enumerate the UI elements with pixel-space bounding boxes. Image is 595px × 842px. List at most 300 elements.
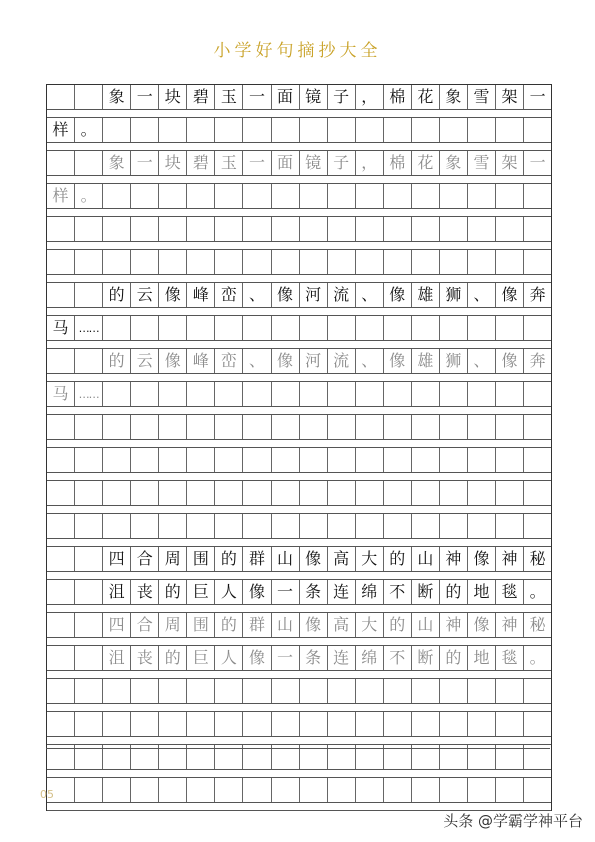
grid-cell: 毯 — [496, 580, 524, 604]
grid-cell: 子 — [328, 85, 356, 109]
grid-cell — [47, 580, 75, 604]
grid-cell — [468, 250, 496, 274]
grid-cell — [243, 679, 271, 703]
grid-cell — [47, 217, 75, 241]
grid-cell — [243, 481, 271, 505]
grid-cell: 流 — [328, 349, 356, 373]
grid-cell — [272, 382, 300, 406]
grid-cell — [412, 316, 440, 340]
grid-cell — [187, 184, 215, 208]
grid-cell: 。 — [529, 582, 546, 601]
grid-cell — [159, 481, 187, 505]
grid-cell: 象 — [440, 151, 468, 175]
grid-cell: 碧 — [187, 151, 215, 175]
grid-cell — [356, 679, 384, 703]
grid-cell — [103, 712, 131, 736]
grid-cell — [47, 514, 75, 538]
grid-cell — [215, 415, 243, 439]
grid-cell — [131, 316, 159, 340]
grid-cell — [524, 514, 551, 538]
grid-cell: 架 — [496, 85, 524, 109]
grid-cell: 云 — [131, 283, 159, 307]
page-title: 小学好句摘抄大全 — [213, 41, 382, 61]
grid-cell — [440, 712, 468, 736]
grid-cell: 像 — [300, 547, 328, 571]
grid-cell: 的 — [215, 613, 243, 637]
grid-cell — [159, 712, 187, 736]
grid-cell — [468, 415, 496, 439]
grid-row — [47, 547, 551, 572]
grid-cell — [131, 184, 159, 208]
grid-cell — [103, 382, 131, 406]
grid-cell: 的 — [384, 613, 412, 637]
grid-cell: 大 — [356, 613, 384, 637]
grid-row — [47, 481, 551, 506]
grid-cell — [75, 448, 103, 472]
grid-cell: 像 — [272, 283, 300, 307]
grid-cell: 条 — [300, 580, 328, 604]
grid-cell: 、 — [468, 349, 496, 373]
grid-cell — [356, 316, 384, 340]
grid-cell — [328, 448, 356, 472]
grid-cell: 玉 — [215, 151, 243, 175]
grid-cell — [440, 514, 468, 538]
grid-cell: 、 — [356, 349, 384, 373]
grid-cell — [75, 613, 103, 637]
grid-cell — [524, 382, 551, 406]
grid-cell — [384, 250, 412, 274]
grid-cell — [103, 184, 131, 208]
grid-cell — [468, 778, 496, 802]
grid-cell — [496, 415, 524, 439]
grid-cell: 一 — [272, 646, 300, 670]
grid-cell: 一 — [243, 85, 271, 109]
grid-cell — [440, 415, 468, 439]
grid-row — [47, 679, 551, 704]
grid-cell — [47, 481, 75, 505]
grid-cell — [47, 349, 75, 373]
grid-cell — [468, 481, 496, 505]
grid-cell: 面 — [272, 151, 300, 175]
grid-cell — [356, 514, 384, 538]
grid-cell: 地 — [468, 580, 496, 604]
grid-cell: 象 — [103, 85, 131, 109]
grid-cell — [468, 316, 496, 340]
grid-cell — [272, 448, 300, 472]
grid-cell: 花 — [412, 151, 440, 175]
grid-cell — [103, 217, 131, 241]
grid-cell — [47, 712, 75, 736]
grid-cell: 河 — [300, 283, 328, 307]
grid-cell — [47, 613, 75, 637]
grid-cell: 像 — [468, 547, 496, 571]
grid-cell — [243, 514, 271, 538]
grid-cell — [412, 415, 440, 439]
grid-cell — [524, 448, 551, 472]
grid-cell: 玉 — [215, 85, 243, 109]
grid-cell — [75, 217, 103, 241]
grid-cell: 不 — [384, 580, 412, 604]
grid-cell — [215, 118, 243, 142]
grid-cell: 狮 — [440, 349, 468, 373]
grid-cell — [272, 514, 300, 538]
grid-cell: 围 — [187, 613, 215, 637]
grid-cell: 雪 — [468, 85, 496, 109]
grid-cell: 、 — [356, 283, 384, 307]
grid-cell: 峰 — [187, 283, 215, 307]
grid-cell — [187, 679, 215, 703]
grid-cell — [272, 316, 300, 340]
grid-cell — [187, 514, 215, 538]
grid-cell: 雄 — [412, 283, 440, 307]
grid-row — [47, 118, 551, 143]
grid-cell — [300, 712, 328, 736]
grid-cell: 像 — [159, 283, 187, 307]
grid-row — [47, 283, 551, 308]
grid-cell — [412, 679, 440, 703]
grid-cell: 像 — [496, 283, 524, 307]
grid-cell — [103, 415, 131, 439]
grid-cell — [187, 217, 215, 241]
grid-cell — [75, 712, 103, 736]
grid-cell — [103, 448, 131, 472]
grid-cell — [243, 250, 271, 274]
grid-cell — [496, 481, 524, 505]
grid-cell: 峦 — [215, 349, 243, 373]
grid-cell: 周 — [159, 547, 187, 571]
grid-cell: 雄 — [412, 349, 440, 373]
grid-cell: 地 — [468, 646, 496, 670]
grid-row — [47, 250, 551, 275]
grid-cell: 四 — [103, 613, 131, 637]
grid-cell: 一 — [131, 151, 159, 175]
grid-cell: 像 — [468, 613, 496, 637]
grid-cell — [187, 382, 215, 406]
grid-row — [47, 613, 551, 638]
grid-cell: 河 — [300, 349, 328, 373]
grid-cell — [272, 415, 300, 439]
grid-cell — [356, 217, 384, 241]
grid-cell — [47, 415, 75, 439]
grid-cell: 合 — [131, 613, 159, 637]
grid-cell — [496, 184, 524, 208]
writing-grid — [46, 84, 552, 811]
grid-cell: 像 — [384, 283, 412, 307]
grid-cell: 像 — [272, 349, 300, 373]
grid-cell: 镜 — [300, 151, 328, 175]
grid-cell — [75, 778, 103, 802]
grid-cell: 连 — [328, 580, 356, 604]
grid-cell — [384, 448, 412, 472]
grid-cell: 山 — [272, 613, 300, 637]
grid-row — [47, 151, 551, 176]
grid-cell: 条 — [300, 646, 328, 670]
grid-cell — [103, 514, 131, 538]
grid-cell — [272, 118, 300, 142]
grid-cell — [103, 118, 131, 142]
grid-cell: 断 — [412, 646, 440, 670]
grid-cell — [75, 679, 103, 703]
grid-cell — [356, 415, 384, 439]
grid-cell: 子 — [328, 151, 356, 175]
grid-cell: 奔 — [529, 351, 546, 370]
grid-cell — [496, 250, 524, 274]
grid-cell: 、 — [468, 283, 496, 307]
grid-cell — [300, 118, 328, 142]
grid-cell: 狮 — [440, 283, 468, 307]
grid-cell: 像 — [496, 349, 524, 373]
grid-cell — [384, 217, 412, 241]
grid-cell — [75, 580, 103, 604]
grid-cell: 一 — [529, 153, 546, 172]
grid-row — [47, 85, 551, 110]
grid-cell: 人 — [215, 646, 243, 670]
grid-cell — [103, 481, 131, 505]
grid-cell: 马 — [47, 382, 75, 406]
grid-cell: 峰 — [187, 349, 215, 373]
grid-cell — [440, 184, 468, 208]
grid-cell — [328, 217, 356, 241]
grid-cell — [384, 415, 412, 439]
grid-cell — [496, 712, 524, 736]
grid-cell — [524, 712, 551, 736]
grid-cell — [496, 514, 524, 538]
grid-cell: 的 — [215, 547, 243, 571]
grid-cell — [215, 679, 243, 703]
grid-cell: 。 — [75, 184, 103, 208]
grid-cell: 的 — [159, 646, 187, 670]
grid-cell — [300, 514, 328, 538]
grid-cell — [75, 415, 103, 439]
grid-cell — [103, 778, 131, 802]
grid-cell — [75, 283, 103, 307]
grid-row — [47, 382, 551, 407]
grid-cell — [215, 382, 243, 406]
grid-cell — [440, 250, 468, 274]
grid-cell — [328, 415, 356, 439]
grid-cell — [159, 514, 187, 538]
grid-cell: 峦 — [215, 283, 243, 307]
grid-cell — [131, 514, 159, 538]
grid-cell — [384, 778, 412, 802]
grid-cell — [131, 217, 159, 241]
grid-cell — [468, 448, 496, 472]
grid-cell: 。 — [75, 118, 103, 142]
grid-cell: 碧 — [187, 85, 215, 109]
grid-cell — [468, 712, 496, 736]
grid-cell: 绵 — [356, 580, 384, 604]
grid-cell — [215, 250, 243, 274]
grid-cell — [187, 415, 215, 439]
grid-cell: 沮 — [103, 580, 131, 604]
grid-cell — [47, 679, 75, 703]
grid-row — [47, 778, 551, 803]
bottom-rule — [46, 748, 550, 749]
grid-cell: 镜 — [300, 85, 328, 109]
grid-cell — [75, 85, 103, 109]
grid-cell — [47, 448, 75, 472]
grid-cell — [412, 514, 440, 538]
grid-cell — [159, 316, 187, 340]
grid-cell: 象 — [103, 151, 131, 175]
grid-cell — [243, 316, 271, 340]
grid-cell — [131, 778, 159, 802]
grid-cell: 云 — [131, 349, 159, 373]
grid-cell — [328, 514, 356, 538]
grid-cell — [356, 250, 384, 274]
grid-cell — [468, 679, 496, 703]
grid-cell — [215, 514, 243, 538]
grid-cell — [187, 316, 215, 340]
grid-cell: 山 — [272, 547, 300, 571]
grid-cell: 面 — [272, 85, 300, 109]
grid-cell — [243, 118, 271, 142]
grid-cell — [159, 382, 187, 406]
grid-cell — [300, 382, 328, 406]
grid-cell — [468, 217, 496, 241]
grid-cell: 神 — [496, 547, 524, 571]
grid-cell — [524, 679, 551, 703]
grid-cell: 流 — [328, 283, 356, 307]
grid-cell — [524, 481, 551, 505]
grid-cell — [412, 481, 440, 505]
grid-cell: 山 — [412, 613, 440, 637]
grid-cell — [524, 250, 551, 274]
grid-cell — [356, 382, 384, 406]
grid-cell — [300, 184, 328, 208]
grid-cell — [47, 151, 75, 175]
grid-cell — [328, 250, 356, 274]
grid-cell — [300, 250, 328, 274]
grid-cell: 的 — [103, 349, 131, 373]
grid-cell: 围 — [187, 547, 215, 571]
grid-cell: 四 — [103, 547, 131, 571]
grid-cell — [272, 481, 300, 505]
grid-cell — [468, 184, 496, 208]
grid-cell — [159, 118, 187, 142]
grid-cell — [328, 712, 356, 736]
grid-cell: 绵 — [356, 646, 384, 670]
grid-cell — [496, 778, 524, 802]
grid-cell — [159, 250, 187, 274]
grid-cell — [103, 679, 131, 703]
grid-cell — [272, 778, 300, 802]
grid-cell — [412, 712, 440, 736]
grid-cell — [215, 481, 243, 505]
grid-cell: 、 — [243, 283, 271, 307]
grid-cell — [300, 778, 328, 802]
grid-cell: 奔 — [529, 285, 546, 304]
grid-cell — [496, 118, 524, 142]
grid-cell — [47, 283, 75, 307]
grid-cell: 神 — [496, 613, 524, 637]
grid-cell — [75, 547, 103, 571]
grid-cell: ， — [356, 85, 384, 109]
grid-cell: …… — [75, 316, 103, 340]
grid-row — [47, 316, 551, 341]
grid-cell — [468, 118, 496, 142]
grid-cell: 马 — [47, 316, 75, 340]
grid-cell — [131, 712, 159, 736]
grid-cell — [524, 778, 551, 802]
grid-cell: 神 — [440, 547, 468, 571]
grid-cell: 的 — [384, 547, 412, 571]
grid-cell — [75, 250, 103, 274]
grid-row — [47, 580, 551, 605]
grid-cell: …… — [75, 382, 103, 406]
grid-cell — [356, 448, 384, 472]
grid-cell: 块 — [159, 85, 187, 109]
grid-cell — [187, 712, 215, 736]
grid-cell — [300, 415, 328, 439]
grid-cell — [272, 217, 300, 241]
grid-cell — [215, 778, 243, 802]
grid-cell — [412, 250, 440, 274]
grid-cell — [187, 778, 215, 802]
grid-cell — [384, 712, 412, 736]
grid-cell: 像 — [300, 613, 328, 637]
grid-cell — [524, 415, 551, 439]
grid-cell — [440, 118, 468, 142]
grid-row — [47, 712, 551, 737]
grid-cell — [328, 481, 356, 505]
grid-cell — [75, 646, 103, 670]
grid-cell — [384, 382, 412, 406]
grid-cell — [384, 184, 412, 208]
grid-cell — [300, 448, 328, 472]
grid-row — [47, 349, 551, 374]
grid-cell — [272, 250, 300, 274]
grid-cell — [75, 514, 103, 538]
grid-cell: 的 — [440, 580, 468, 604]
grid-cell: 样 — [47, 184, 75, 208]
grid-cell — [384, 679, 412, 703]
grid-cell — [103, 316, 131, 340]
grid-cell — [300, 217, 328, 241]
grid-cell: 秘 — [529, 549, 546, 568]
grid-cell: 雪 — [468, 151, 496, 175]
grid-cell: ， — [356, 151, 384, 175]
grid-row — [47, 184, 551, 209]
grid-cell — [412, 778, 440, 802]
grid-cell — [243, 382, 271, 406]
grid-cell — [524, 184, 551, 208]
grid-cell: 高 — [328, 547, 356, 571]
grid-cell — [496, 217, 524, 241]
grid-cell — [440, 316, 468, 340]
grid-cell: 丧 — [131, 580, 159, 604]
grid-cell — [356, 118, 384, 142]
grid-cell: 的 — [103, 283, 131, 307]
grid-cell — [75, 481, 103, 505]
grid-cell: 棉 — [384, 151, 412, 175]
grid-cell — [215, 448, 243, 472]
grid-cell — [272, 679, 300, 703]
grid-cell: 毯 — [496, 646, 524, 670]
grid-cell — [272, 184, 300, 208]
grid-cell: 山 — [412, 547, 440, 571]
grid-cell — [412, 184, 440, 208]
grid-cell: 连 — [328, 646, 356, 670]
grid-cell — [215, 217, 243, 241]
grid-cell: 。 — [529, 648, 546, 667]
grid-cell — [300, 316, 328, 340]
grid-cell — [131, 448, 159, 472]
grid-cell — [356, 184, 384, 208]
grid-cell — [47, 646, 75, 670]
grid-cell — [243, 217, 271, 241]
grid-cell — [328, 184, 356, 208]
